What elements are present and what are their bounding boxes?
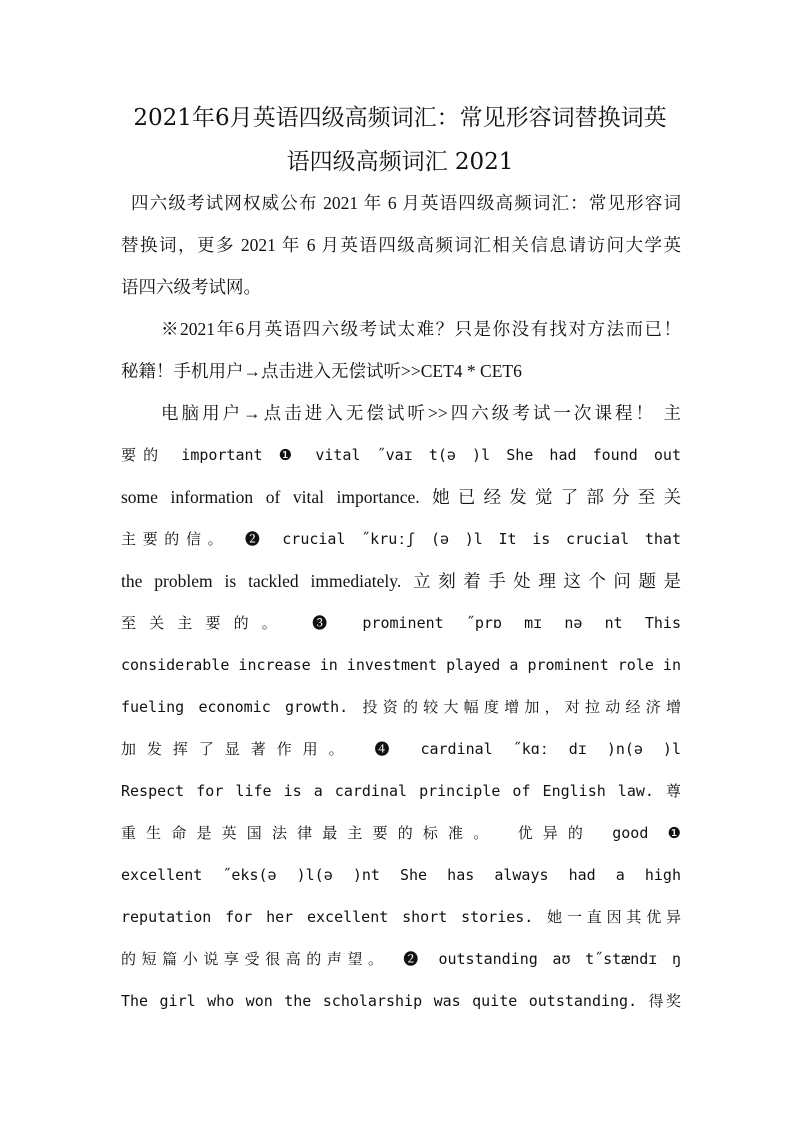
document-title-line-2: 语四级高频词汇 2021 bbox=[286, 149, 514, 175]
body-line-3: 语四六级考试网。 bbox=[121, 277, 261, 297]
document-title-line-1: 2021年6月英语四级高频词汇：常见形容词替换词英 bbox=[133, 105, 667, 131]
body-line-13: fueling economic growth. 投资的较大幅度增加，对拉动经济增 bbox=[121, 698, 681, 716]
body-line-2: 替换词，更多 2021 年 6 月英语四级高频词汇相关信息请访问大学英 bbox=[121, 235, 681, 255]
body-line-19: 的短篇小说享受很高的声望。 ❷ outstanding aʊ t˝stændɪ ŋ bbox=[121, 950, 681, 968]
body-line-11: 至关主要的。 ❸ prominent ˝prɒ mɪ nə nt This bbox=[121, 614, 681, 632]
body-line-15: Respect for life is a cardinal principle of English law. 尊 bbox=[121, 782, 681, 800]
body-line-4: ※2021年6月英语四六级考试太难？只是你没有找对方法而已！ bbox=[161, 319, 681, 339]
body-line-14: 加发挥了显著作用。 ❹ cardinal ˝kɑː dɪ )n(ə )l bbox=[121, 740, 681, 758]
body-line-12: considerable increase in investment played a prominent role in bbox=[121, 656, 681, 674]
body-line-8: some information of vital importance. 她已经发觉了部分至关 bbox=[121, 487, 681, 507]
body-line-18: reputation for her excellent short stories. 她一直因其优异 bbox=[121, 908, 681, 926]
body-line-6: 电脑用户→点击进入无偿试听>>四六级考试一次课程！ 主 bbox=[161, 403, 681, 423]
body-line-17: excellent ˝eks(ə )l(ə )nt She has always had a high bbox=[121, 866, 681, 884]
body-line-1: 四六级考试网权威公布 2021 年 6 月英语四级高频词汇：常见形容词 bbox=[131, 193, 681, 213]
body-line-7: 要的 important ❶ vital ˝vaɪ t(ə )l She had found out bbox=[121, 446, 681, 464]
body-line-9: 主要的信。 ❷ crucial ˝kruːʃ (ə )l It is crucial that bbox=[121, 530, 681, 548]
body-line-10: the problem is tackled immediately. 立刻着手处理这个问题是 bbox=[121, 571, 681, 591]
body-line-20: The girl who won the scholarship was quite outstanding. 得奖 bbox=[121, 992, 681, 1010]
body-line-16: 重生命是英国法律最主要的标准。 优异的 good ❶ bbox=[121, 824, 681, 842]
body-line-5: 秘籍！手机用户→点击进入无偿试听>>CET4 * CET6 bbox=[121, 361, 522, 381]
